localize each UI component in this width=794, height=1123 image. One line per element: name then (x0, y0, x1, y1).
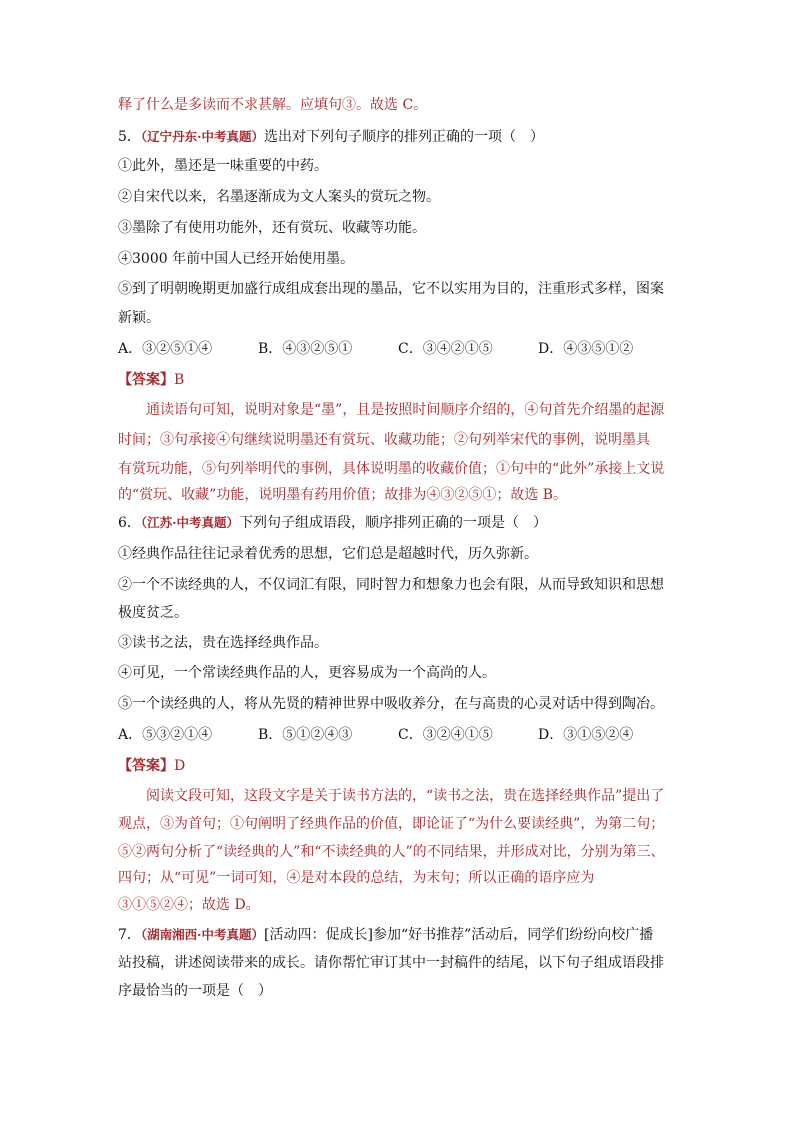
stem-text: 站投稿，讲述阅读带来的成长。请你帮忙审订其中一封稿件的结尾，以下句子组成语段排 (118, 955, 664, 971)
question-6-stem (118, 514, 547, 532)
sentence-item: ①经典作品往往记录着优秀的思想，它们总是超越时代，历久弥新。 (118, 546, 538, 562)
source-tag: （湖南湘西·中考真题） (140, 927, 265, 942)
answer-value: D (174, 758, 186, 774)
analysis-line: 的“赏玩、收藏”功能，说明墨有药用价值；故排为④③②⑤①；故选 B。 (118, 487, 568, 503)
sentence-item: ③墨除了有使用功能外，还有赏玩、收藏等功能。 (118, 220, 426, 236)
question-number: 7． (118, 927, 141, 943)
sentence-item: ⑤一个读经典的人，将从先贤的精神世界中吸收养分，在与高贵的心灵对话中得到陶冶。 (118, 696, 664, 712)
question-number: 6． (118, 515, 141, 531)
answer-label: 【答案】 (118, 372, 174, 388)
answer-value: B (174, 372, 185, 388)
option-b: B．⑤①②④③ (258, 727, 353, 743)
sentence-item: ③读书之法，贵在选择经典作品。 (118, 635, 328, 651)
question-number: 5． (118, 129, 141, 145)
option-c: C．③②④①⑤ (398, 727, 493, 743)
sentence-item: 极度贫乏。 (118, 605, 188, 621)
sentence-item: ①此外，墨还是一味重要的中药。 (118, 158, 328, 174)
option-d: D．④③⑤①② (538, 341, 634, 357)
analysis-line: 通读语句可知，说明对象是“墨”，且是按照时间顺序介绍的，④句首先介绍墨的起源 (146, 402, 665, 418)
option-row (118, 340, 633, 358)
analysis-line: 阅读文段可知，这段文字是关于读书方法的，“读书之法，贵在选择经典作品”提出了 (146, 788, 665, 804)
question-5-stem (118, 128, 544, 146)
analysis-line: ③①⑤②④；故选 D。 (118, 897, 260, 913)
analysis-line: 时间；③句承接④句继续说明墨还有赏玩、收藏功能；②句列举宋代的事例，说明墨具 (118, 432, 650, 448)
source-tag: （辽宁丹东·中考真题） (140, 129, 265, 144)
sentence-item: ②自宋代以来，名墨逐渐成为文人案头的赏玩之物。 (118, 189, 440, 205)
answer-line (118, 371, 184, 389)
source-tag: （江苏·中考真题） (140, 515, 240, 530)
option-a: A．③②⑤①④ (118, 341, 213, 357)
sentence-item: 新颖。 (118, 310, 160, 326)
question-7-stem (118, 926, 653, 944)
sentence-item: ④可见，一个常读经典作品的人，更容易成为一个高尚的人。 (118, 665, 496, 681)
sentence-item: ②一个不读经典的人，不仅词汇有限，同时智力和想象力也会有限，从而导致知识和思想 (118, 577, 664, 593)
stem-text: 下列句子组成语段，顺序排列正确的一项是（ ） (239, 515, 548, 531)
stem-text: 选出对下列句子顺序的排列正确的一项（ ） (264, 129, 545, 145)
sentence-item: ⑤到了明朝晚期更加盛行成组成套出现的墨品，它不以实用为目的，注重形式多样，图案 (118, 281, 664, 297)
option-a: A．⑤③②①④ (118, 727, 213, 743)
option-d: D．③①⑤②④ (538, 727, 634, 743)
option-c: C．③④②①⑤ (398, 341, 493, 357)
option-row (118, 726, 633, 744)
analysis-line: 观点，③为首句；①句阐明了经典作品的价值，即论证了“为什么要读经典”，为第二句； (118, 816, 665, 832)
answer-line (118, 757, 185, 775)
analysis-line: ⑤②两句分析了“读经典的人”和“不读经典的人”的不同结果，并形成对比，分别为第三、 (118, 844, 665, 860)
sentence-item: ④3000 年前中国人已经开始使用墨。 (118, 251, 355, 267)
q4-analysis-tail: 释了什么是多读而不求甚解。应填句③。故选 C。 (118, 97, 428, 113)
analysis-line: 有赏玩功能，⑤句列举明代的事例，具体说明墨的收藏价值；①句中的“此外”承接上文说 (118, 461, 665, 477)
analysis-line: 四句；从“可见”一词可知，④是对本段的总结，为末句；所以正确的语序应为 (118, 870, 595, 886)
stem-text: 序最恰当的一项是（ ） (118, 983, 272, 999)
option-b: B．④③②⑤① (258, 341, 353, 357)
stem-text: [活动四：促成长]参加“好书推荐”活动后，同学们纷纷向校广播 (264, 927, 654, 943)
answer-label: 【答案】 (118, 758, 174, 774)
